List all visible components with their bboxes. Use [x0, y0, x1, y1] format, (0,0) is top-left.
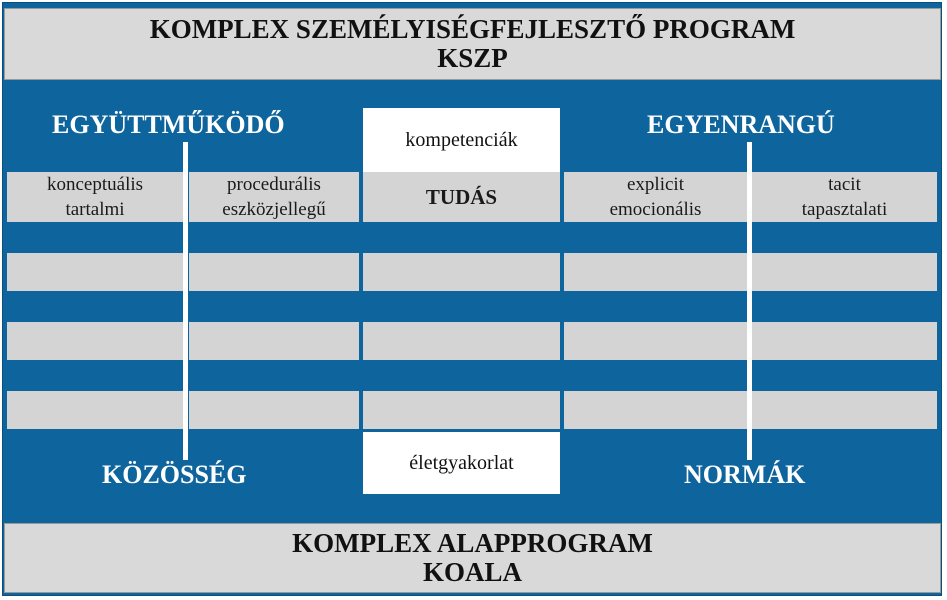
- empty-cell: [189, 322, 359, 360]
- empty-cell: [189, 253, 359, 291]
- life-practice-label: életgyakorlat: [409, 451, 514, 474]
- empty-cell: [564, 253, 747, 291]
- equal-rank-heading: EGYENRANGÚ: [647, 110, 835, 139]
- empty-cell: [752, 253, 937, 291]
- cell-text-line: procedurális: [227, 174, 321, 195]
- knowledge-label: TUDÁS: [425, 184, 498, 209]
- diagram-frame: [2, 2, 942, 596]
- bottom-banner-title: KOMPLEX ALAPPROGRAM: [292, 528, 653, 558]
- norms-heading: NORMÁK: [684, 460, 806, 489]
- empty-cell: [7, 253, 183, 291]
- cell-text-line: tapasztalati: [801, 199, 888, 220]
- bottom-banner: [4, 523, 941, 593]
- cell-knowledge: [363, 172, 560, 222]
- competencies-label: kompetenciák: [405, 128, 518, 151]
- bottom-banner-abbreviation: KOALA: [422, 557, 522, 587]
- life-practice-box: [363, 432, 560, 494]
- cell-text-line: tacit: [828, 174, 861, 195]
- empty-cell: [363, 322, 560, 360]
- empty-cell: [363, 253, 560, 291]
- cell-text-line: emocionális: [609, 199, 702, 220]
- empty-cell: [7, 322, 183, 360]
- cell-text-line: tartalmi: [65, 199, 125, 220]
- empty-cell: [7, 391, 183, 429]
- cell-text-line: explicit: [627, 174, 684, 195]
- cell-procedural-tool: [189, 172, 359, 222]
- empty-cell: [363, 391, 560, 429]
- right-vertical-line: [747, 142, 752, 460]
- competencies-box: [363, 108, 560, 172]
- cell-text-line: konceptuális: [46, 174, 144, 195]
- top-banner-title: KOMPLEX SZEMÉLYISÉGFEJLESZTŐ PROGRAM: [149, 14, 796, 44]
- cell-text-line: eszközjellegű: [222, 199, 326, 220]
- empty-cell: [752, 322, 937, 360]
- community-heading: KÖZÖSSÉG: [102, 460, 247, 489]
- empty-cell: [564, 322, 747, 360]
- left-vertical-line: [183, 142, 188, 460]
- empty-cell: [752, 391, 937, 429]
- top-banner-abbreviation: KSZP: [437, 43, 508, 73]
- empty-cell: [189, 391, 359, 429]
- empty-cell: [564, 391, 747, 429]
- cooperative-heading: EGYÜTTMŰKÖDŐ: [52, 110, 285, 139]
- cell-explicit-emotional: [564, 172, 747, 222]
- cell-tacit-experiential: [752, 172, 937, 222]
- top-banner: [4, 8, 941, 80]
- cell-conceptual-content: [7, 172, 183, 222]
